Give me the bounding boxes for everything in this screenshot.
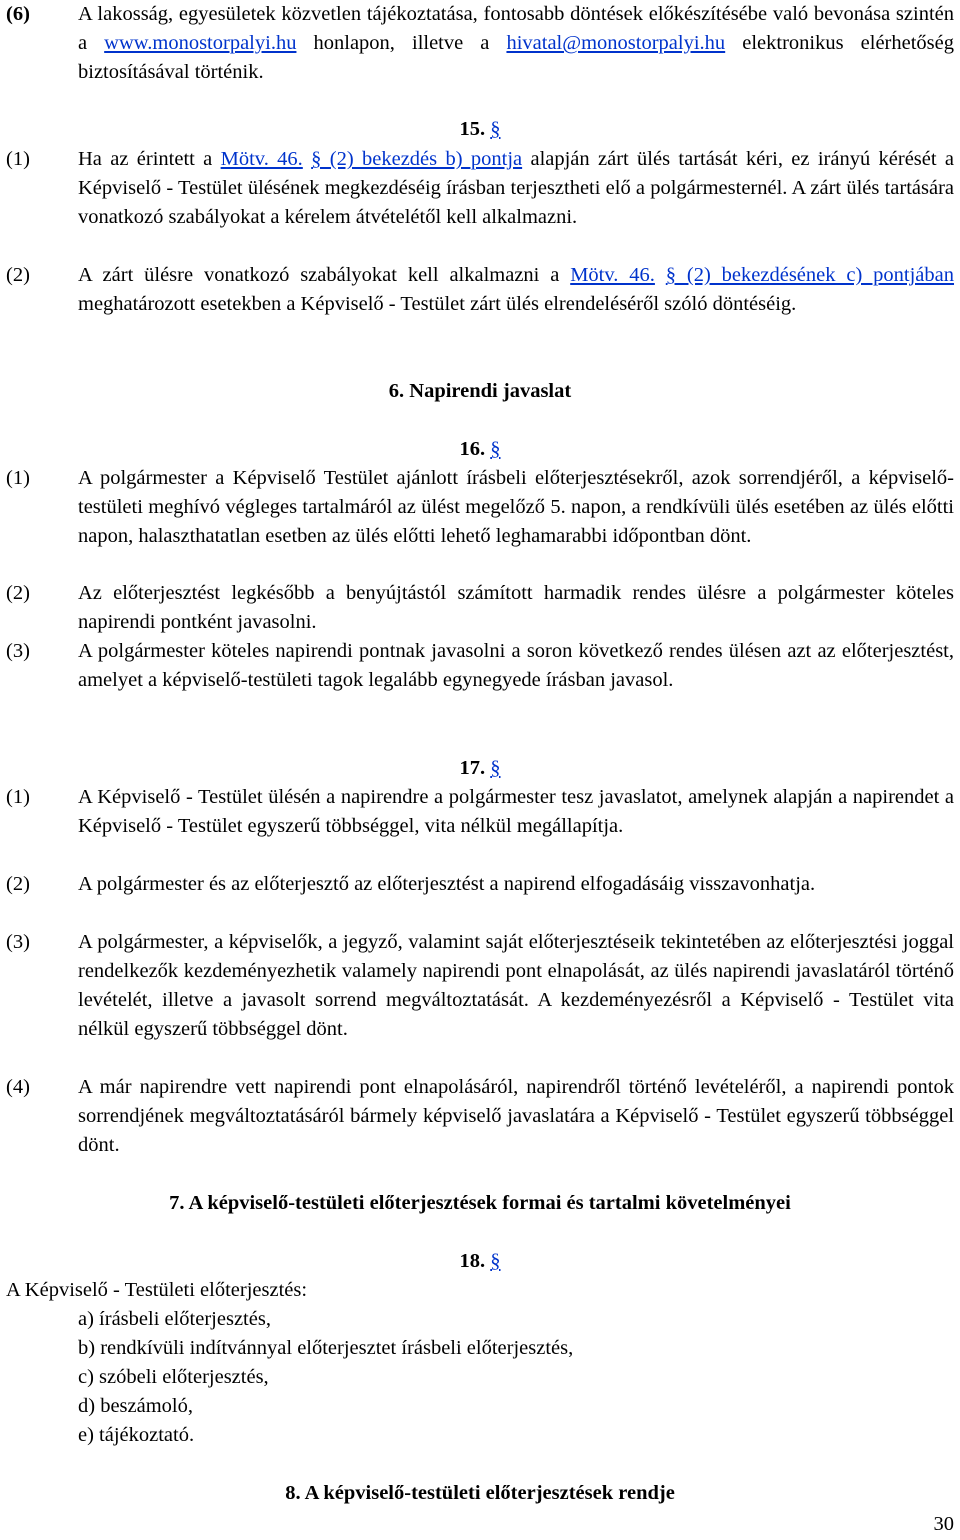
section-number: 15.: [459, 118, 486, 140]
paragraph-number: (6): [6, 3, 30, 25]
section-symbol-link[interactable]: §: [490, 757, 501, 779]
website-link[interactable]: www.monostorpalyi.hu: [104, 32, 297, 54]
motv-link[interactable]: Mötv. 46.: [220, 148, 303, 170]
paragraph-number: (2): [6, 582, 30, 604]
section-number: 16.: [459, 438, 486, 460]
text-run: [303, 148, 311, 170]
section-number: 18.: [459, 1250, 486, 1272]
page-number: 30: [933, 1513, 954, 1535]
paragraph-number: (3): [6, 931, 30, 953]
chapter-8-heading: 8. A képviselő-testületi előterjesztések rendje: [285, 1482, 675, 1504]
list-item: d) beszámoló,: [78, 1395, 193, 1417]
list-item: e) tájékoztató.: [78, 1424, 195, 1446]
section-18-heading: [0, 1247, 960, 1276]
paragraph-body: A polgármester a Képviselő Testület ajánlott írásbeli előterjesztésekről, azok sorrendjéről, a képviselő-testületi meghívó végleges tartalmáról az ülést megelőző 5. napon, a rendkívüli ülés esetében az ülés előtti napon, halaszthatatlan esetben az ülés előtti lehető leghamarabbi időpontban dönt.: [78, 467, 954, 547]
section-17-paragraph-2: [6, 870, 954, 899]
chapter-7-heading: 7. A képviselő-testületi előterjesztések formai és tartalmi követelményei: [169, 1192, 791, 1214]
paragraph-body: [78, 0, 954, 87]
paragraph-body: [78, 145, 954, 232]
section-16-paragraph-2: [6, 579, 954, 637]
section-16-heading: [0, 435, 960, 464]
paragraph-number: (4): [6, 1076, 30, 1098]
section-number: 17.: [459, 757, 486, 779]
email-link[interactable]: hivatal@monostorpalyi.hu: [506, 32, 726, 54]
section-symbol-link[interactable]: §: [490, 1250, 501, 1272]
section-symbol-link[interactable]: §: [490, 438, 501, 460]
motv-link[interactable]: Mötv. 46.: [570, 264, 655, 286]
paragraph-body: Az előterjesztést legkésőbb a benyújtástól számított harmadik rendes ülésre a polgármester köteles napirendi pontként javasolni.: [78, 582, 954, 633]
section-16-paragraph-1: [6, 464, 954, 551]
section-17-paragraph-1: [6, 783, 954, 841]
paragraph-number: (1): [6, 786, 30, 808]
paragraph-6: [6, 0, 954, 87]
text-run: Ha az érintett a: [78, 148, 221, 170]
paragraph-number: (2): [6, 264, 30, 286]
section-17-heading: [0, 754, 960, 783]
text-run: honlapon, illetve a: [296, 32, 507, 54]
paragraph-body: A polgármester és az előterjesztő az előterjesztést a napirend elfogadásáig visszavonhatja.: [78, 873, 816, 895]
paragraph-number: (1): [6, 467, 30, 489]
list-item: b) rendkívüli indítvánnyal előterjesztet írásbeli előterjesztés,: [78, 1337, 574, 1359]
paragraph-number: (2): [6, 873, 30, 895]
paragraph-reference-link[interactable]: § (2) bekezdésének c) pontjában: [665, 264, 955, 286]
paragraph-body: A polgármester, a képviselők, a jegyző, valamint saját előterjesztéseik tekintetében az előterjesztési joggal rendelkezők kezdeményezhetik valamely napirendi pont elnapolását, az ülés napirendi javaslatáról történő levételét, illetve a javasolt sorrend megváltoztatását. A kezdeményezésről a Képviselő - Testület vita nélkül egyszerű többséggel dönt.: [78, 931, 954, 1040]
paragraph-body: A Képviselő - Testület ülésén a napirendre a polgármester tesz javaslatot, amelynek alapján a napirendet a Képviselő - Testület egyszerű többséggel, vita nélkül megállapítja.: [78, 786, 954, 837]
list-item: a) írásbeli előterjesztés,: [78, 1308, 271, 1330]
paragraph-body: A már napirendre vett napirendi pont elnapolásáról, napirendről történő levételéről, a napirendi pontok sorrendjének megváltoztatásáról bármely képviselő javaslatára a Képviselő - Testület egyszerű többséggel dönt.: [78, 1076, 954, 1156]
paragraph-reference-link[interactable]: § (2) bekezdés b) pontja: [311, 148, 523, 170]
text-run: meghatározott esetekben a Képviselő - Testület zárt ülés elrendeléséről szóló döntéséig.: [78, 293, 797, 315]
list-item: c) szóbeli előterjesztés,: [78, 1366, 269, 1388]
section-15-paragraph-2: [6, 261, 954, 319]
text-run: A zárt ülésre vonatkozó szabályokat kell alkalmazni a: [78, 264, 571, 286]
section-15-heading: [0, 115, 960, 144]
text-run: alapján zárt ülés tartását kéri, ez irányú kérését a Képviselő - Testület ülésének megkezdéséig írásban terjesztheti elő a polgármesternél. A zárt ülés tartására vonatkozó szabályokat a kérelem átvételétől kell alkalmazni.: [78, 148, 955, 228]
section-symbol-link[interactable]: §: [490, 118, 501, 140]
chapter-6-heading: 6. Napirendi javaslat: [388, 380, 572, 402]
paragraph-body: A polgármester köteles napirendi pontnak javasolni a soron következő rendes ülésen azt az előterjesztést, amelyet a képviselő-testületi tagok legalább egynegyede írásban javasol.: [78, 640, 954, 691]
section-16-paragraph-3: [6, 637, 954, 695]
paragraph-number: (1): [6, 148, 30, 170]
section-15-paragraph-1: [6, 145, 954, 232]
text-run: [655, 264, 666, 286]
paragraph-body: [78, 261, 954, 319]
section-17-paragraph-3: [6, 928, 954, 1044]
text-run: elektronikus elérhetőség biztosításával történik.: [78, 32, 954, 83]
paragraph-number: (3): [6, 640, 30, 662]
section-18-intro: A Képviselő - Testületi előterjesztés:: [6, 1279, 308, 1301]
text-run: A lakosság, egyesületek közvetlen tájékoztatása, fontosabb döntések előkészítésébe való bevonása szintén a: [78, 3, 954, 54]
section-17-paragraph-4: [6, 1073, 954, 1160]
